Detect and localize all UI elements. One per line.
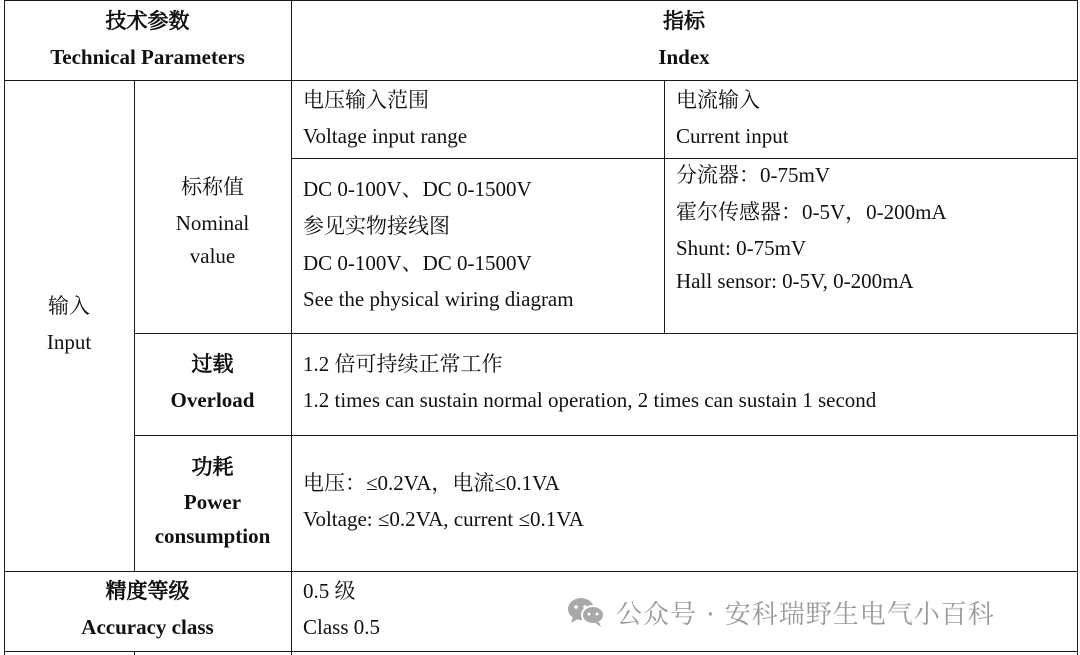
row-divider: [134, 333, 1078, 334]
voltage-range-header-cn: 电压输入范围: [303, 88, 429, 112]
power-label-cn: 功耗: [191, 455, 234, 479]
table-border-top: [4, 0, 1078, 1]
nominal-voltage-line: DC 0-100V、DC 0-1500V: [303, 177, 532, 201]
nominal-voltage-line: See the physical wiring diagram: [303, 287, 574, 311]
nominal-voltage-line: 参见实物接线图: [303, 214, 450, 238]
overload-label-en: Overload: [170, 388, 255, 412]
accuracy-value-en: Class 0.5: [303, 615, 381, 639]
power-value-cn: 电压：≤0.2VA，电流≤0.1VA: [303, 471, 560, 495]
current-input-header-cn: 电流输入: [676, 88, 760, 112]
table-border-left: [4, 0, 5, 655]
column-divider: [664, 80, 665, 333]
table-border-right: [1077, 0, 1078, 655]
input-label-cn: 输入: [48, 294, 90, 318]
row-divider: [4, 571, 1078, 572]
current-input-header-en: Current input: [676, 124, 789, 148]
accuracy-value-cn: 0.5 级: [303, 579, 356, 603]
watermark: [566, 592, 995, 632]
index-header-en: Index: [658, 45, 710, 69]
overload-value-en: 1.2 times can sustain normal operation, 2 times can sustain 1 second: [303, 388, 877, 412]
wechat-icon: [566, 596, 606, 628]
overload-label-cn: 过载: [191, 352, 234, 376]
overload-value-cn: 1.2 倍可持续正常工作: [303, 352, 503, 376]
row-divider: [4, 651, 1078, 652]
nominal-label-en: value: [189, 244, 236, 268]
row-divider: [4, 80, 1078, 81]
power-label-en: consumption: [154, 524, 271, 548]
nominal-voltage-line: DC 0-100V、DC 0-1500V: [303, 251, 532, 275]
nominal-current-line: 分流器：0-75mV: [676, 163, 830, 187]
index-header-cn: 指标: [663, 9, 705, 33]
row-divider: [134, 435, 1078, 436]
nominal-current-line: Shunt: 0-75mV: [676, 236, 807, 260]
nominal-current-line: 霍尔传感器：0-5V，0-200mA: [676, 200, 947, 224]
power-value-en: Voltage: ≤0.2VA, current ≤0.1VA: [303, 507, 584, 531]
column-divider: [291, 0, 292, 655]
nominal-label-en: Nominal: [175, 211, 250, 235]
row-divider: [291, 158, 1078, 159]
param-header-cn: 技术参数: [105, 9, 190, 33]
voltage-range-header-en: Voltage input range: [303, 124, 468, 148]
accuracy-label-cn: 精度等级: [105, 579, 190, 603]
input-label-en: Input: [46, 330, 92, 354]
nominal-label-cn: 标称值: [181, 175, 244, 199]
nominal-current-line: Hall sensor: 0-5V, 0-200mA: [676, 269, 914, 293]
power-label-en: Power: [183, 490, 242, 514]
accuracy-label-en: Accuracy class: [81, 615, 214, 639]
column-divider: [134, 651, 135, 655]
watermark-text: 公众号 · 安科瑞野生电气小百科: [616, 599, 995, 630]
param-header-en: Technical Parameters: [50, 45, 245, 69]
